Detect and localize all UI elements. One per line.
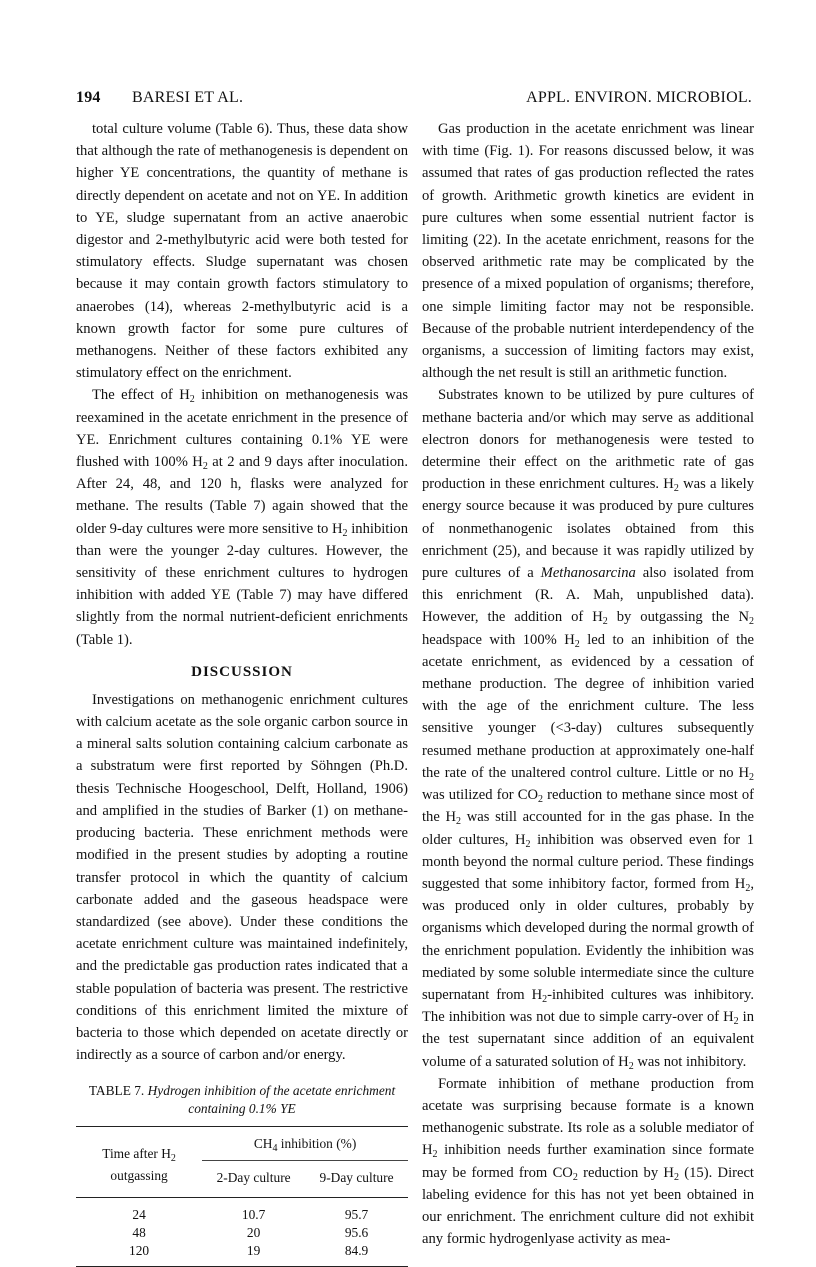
table-caption: [76, 1082, 408, 1118]
col-group-header-ch4: $CH_4$ inhibition (%): [202, 1127, 408, 1160]
cell-2-day: 20: [246, 1224, 261, 1240]
col-header-9-day: 9-Day culture: [305, 1160, 408, 1197]
col-header-2-day: 2-Day culture: [202, 1160, 305, 1197]
paragraph-h2-inhibition: The effect of $H_2$ inhibition on methanogenesis was reexamined in the acetate enrichment in the presence of YE. Enrichment cultures containing 0.1% YE were flushed with 100% $H_2$ at 2 and 9 days after inoculation. After 24, 48, and 120 h, flasks were analyzed for methane. The results (Table 7) again showed that the older 9-day cultures were more sensitive to $H_2$ inhibition than were the younger 2-day cultures. However, the sensitivity of these enrichment cultures to hydrogen inhibition with added YE (Table 7) may have differed slightly from the normal nutrient-deficient enrichments (Table 1).: [76, 387, 408, 648]
paragraph-gas-production: Gas production in the acetate enrichment was linear with time (Fig. 1). For reasons discussed below, it was assumed that rates of gas production reflected the rates of growth. Arithmetic growth kinetics are evident in pure cultures when some essential nutrient factor is limiting (22). In the acetate enrichment, reasons for the observed arithmetic rate may be complicated by the presence of a mixed population of organisms; therefore, one simple limiting factor may not be responsible. Because of the probable nutrient interdependency of the organisms, a succession of limiting factors may exist, although the net result is still an arithmetic function.: [422, 121, 754, 382]
page-number: 194: [76, 89, 101, 106]
table-row: [76, 1224, 408, 1242]
cell-9-day: 95.6: [344, 1224, 369, 1240]
running-header: [76, 89, 752, 109]
paragraph-formate: Formate inhibition of methane production from acetate was surprising because formate is a known methanogenic substrate. Its role as a soluble mediator of $H_2$ inhibition needs further examination since formate may be formed from $CO_2$ reduction by $H_2$ (15). Direct labeling evidence for this has not yet been obtained in our enrichment. The enrichment culture did not exhibit any formic hydrogenlyase activity as mea-: [422, 1075, 754, 1248]
table-row: [76, 1242, 408, 1267]
left-column: [76, 118, 408, 1267]
table-row: [76, 1197, 408, 1224]
paragraph-ye-results: total culture volume (Table 6). Thus, these data show that although the rate of methanogenesis is dependent on higher YE concentrations, the quantity of methane is directly dependent on acetate and not on YE. In addition to YE, sludge supernatant from an active anaerobic digestor and 2-methylbutyric acid were both tested for stimulatory effects. Sludge supernatant was chosen because it may contain growth factors stimulatory to anaerobes (14), whereas 2-methylbutyric acid is a known growth factor for some pure cultures of methanogens. Neither of these factors exhibited any stimulatory effect on the enrichment.: [76, 121, 408, 382]
paragraph-discussion-intro: Investigations on methanogenic enrichment cultures with calcium acetate as the sole organic carbon source in a mineral salts solution containing calcium carbonate as a substratum were first reported by Söhngen (Ph.D. thesis Technische Hoogeschool, Delft, Holland, 1906) and amplified in the studies of Barker (1) on methane-producing bacteria. These enrichment methods were modified in the present studies by adopting a routine transfer protocol in which the quantity of calcium carbonate added and the gaseous headspace were standardized (see above). Under these conditions the acetate enrichment culture was maintained indefinitely, and the predictable gas production rates indicated that a stable population of bacteria was present. The restrictive conditions of this enrichment limited the mixture of bacteria to those which depended on acetate directly or indirectly as a source of carbon and/or energy.: [76, 691, 408, 1064]
table-hydrogen-inhibition: [76, 1126, 408, 1266]
paragraph-substrates: Substrates known to be utilized by pure cultures of methane bacteria and/or which may serve as additional electron donors for methanogenesis were tested to determine their effect on the arithmetic rate of gas production in these enrichment cultures. $H_2$ was a likely energy source because it was produced by pure cultures of nonmethanogenic isolates obtained from this enrichment (25), and because it was rapidly utilized by pure cultures of a Methanosarcina also isolated from this enrichment (R. A. Mah, unpublished data). However, the addition of $H_2$ by outgassing the $N_2$ headspace with 100% $H_2$ led to an inhibition of the acetate enrichment, as evidenced by a cessation of methane production. The degree of inhibition varied with the age of the enrichment culture. The less sensitive younger (<3-day) cultures subsequently resumed methane production at approximately one-half the rate of the unaltered control culture. Little or no $H_2$ was utilized for $CO_2$ reduction to methane since most of the $H_2$ was still accounted for in the gas phase. In the older cultures, $H_2$ inhibition was observed even for 1 month beyond the normal culture period. These findings suggested that some inhibitory factor, formed from $H_2$, was produced only in older cultures, probably by organisms which developed during the normal growth of the enrichment population. Evidently the inhibition was mediated by some soluble intermediate since the culture supernatant from $H_2$-inhibited cultures was inhibitory. The inhibition was not due to simple carry-over of $H_2$ in the test supernatant since addition of an equivalent volume of a saturated solution of $H_2$ was not inhibitory.: [422, 387, 755, 1072]
table-title: Hydrogen inhibition of the acetate enrichment containing 0.1% YE: [147, 1083, 396, 1117]
journal-name: APPL. ENVIRON. MICROBIOL.: [526, 89, 752, 106]
cell-time: 24: [132, 1206, 146, 1222]
right-column: [422, 118, 754, 1250]
running-authors: BARESI ET AL.: [132, 89, 244, 106]
table-label: TABLE 7.: [88, 1083, 145, 1099]
cell-2-day: 10.7: [241, 1206, 266, 1222]
cell-time: 48: [132, 1224, 146, 1240]
cell-9-day: 84.9: [305, 1242, 408, 1267]
cell-2-day: 19: [202, 1242, 305, 1267]
cell-time: 120: [76, 1242, 202, 1267]
section-heading-discussion: DISCUSSION: [191, 663, 293, 680]
col-header-time: Time after $H_2$ outgassing: [76, 1127, 202, 1197]
cell-9-day: 95.7: [344, 1206, 369, 1222]
